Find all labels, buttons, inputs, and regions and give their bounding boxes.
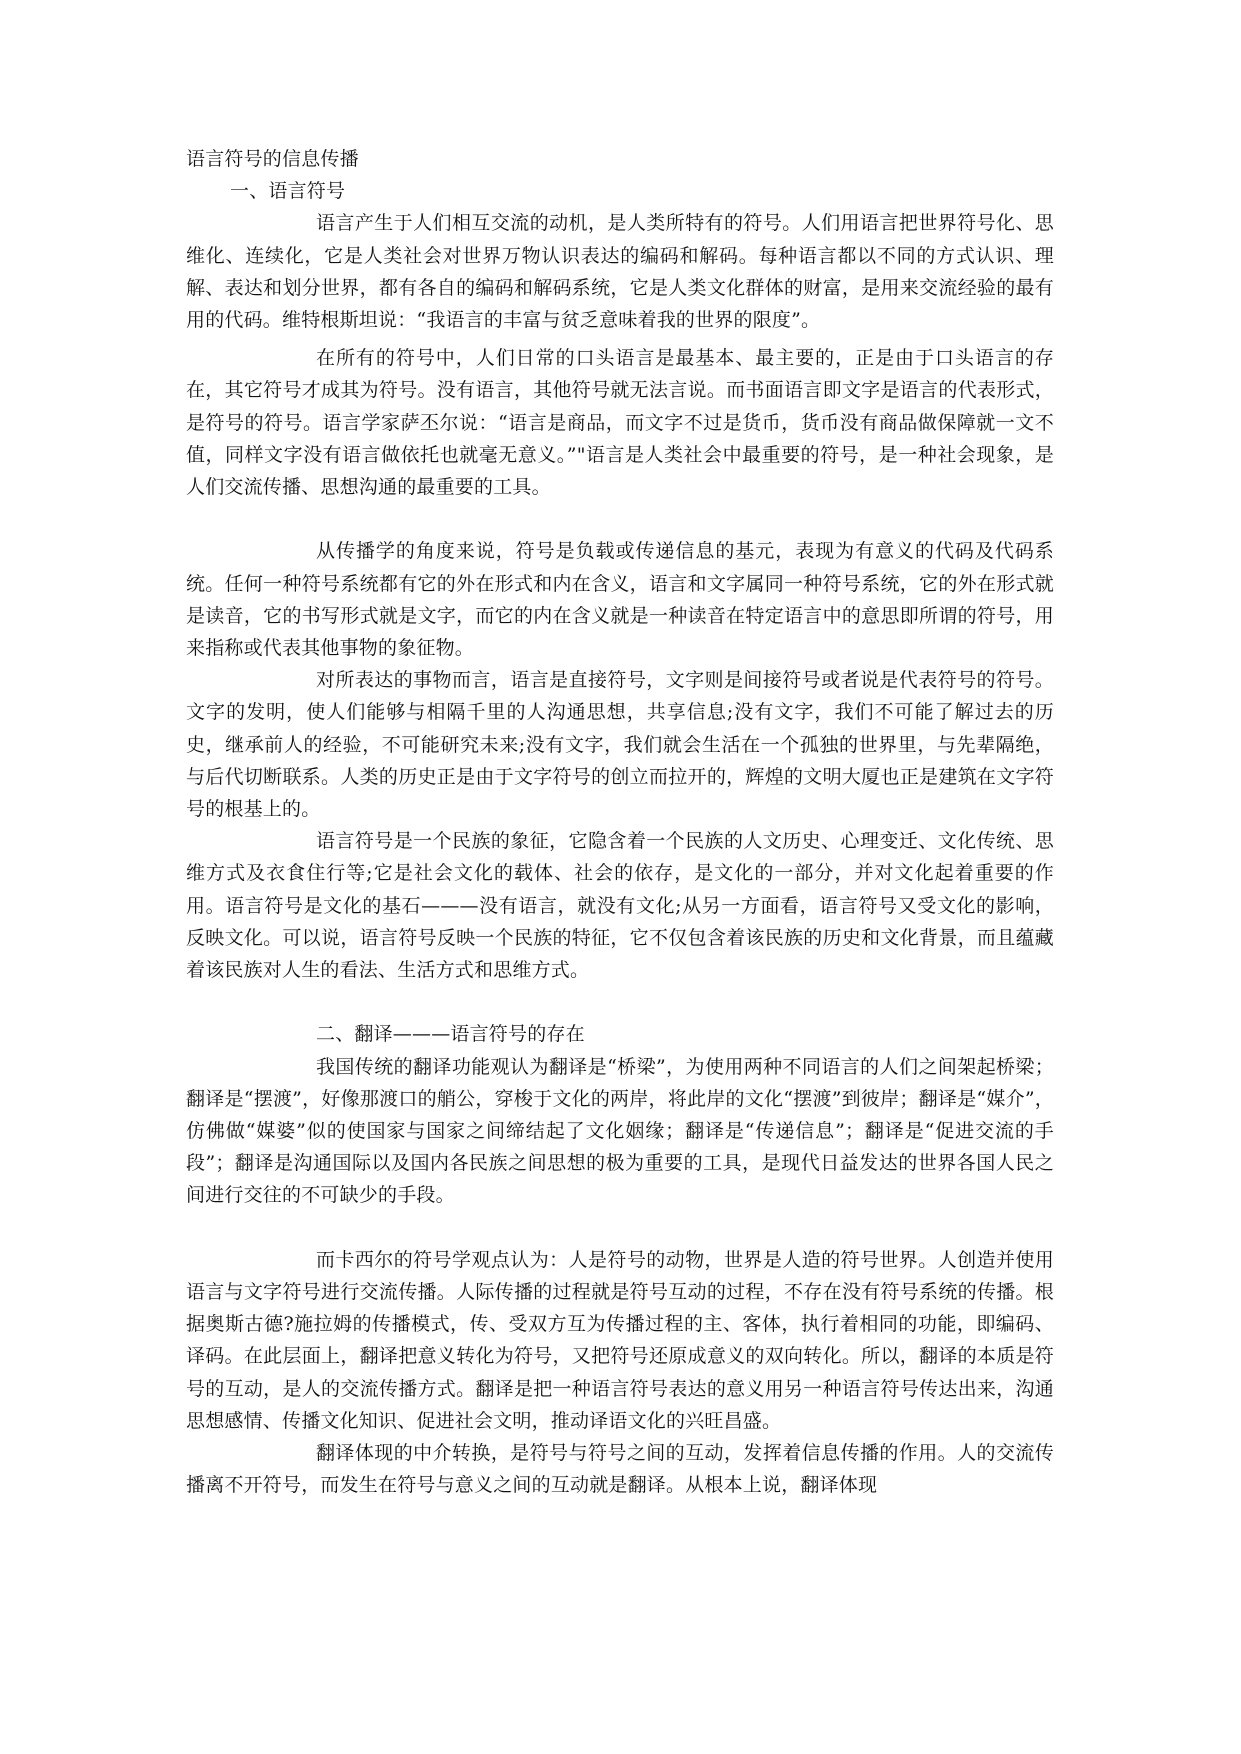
- paragraph: 我国传统的翻译功能观认为翻译是“桥梁”，为使用两种不同语言的人们之间架起桥梁；翻译是“摆渡”，好像那渡口的艄公，穿梭于文化的两岸，将此岸的文化“摆渡”到彼岸；翻译是“媒介”，仿佛做“媒婆”似的使国家与国家之间缔结起了文化姻缘；翻译是“传递信息”；翻译是“促进交流的手段”；翻译是沟通国际以及国内各民族之间思想的极为重要的工具，是现代日益发达的世界各国人民之间进行交往的不可缺少的手段。: [186, 1055, 1054, 1207]
- section-heading-2: 二、翻译———语言符号的存在: [316, 1023, 585, 1046]
- paragraph: 对所表达的事物而言，语言是直接符号，文字则是间接符号或者说是代表符号的符号。文字的发明，使人们能够与相隔千里的人沟通思想，共享信息;没有文字，我们不可能了解过去的历史，继承前人的经验，不可能研究未来;没有文字，我们就会生活在一个孤独的世界里，与先辈隔绝，与后代切断联系。人类的历史正是由于文字符号的创立而拉开的，辉煌的文明大厦也正是建筑在文字符号的根基上的。: [186, 669, 1054, 821]
- paragraph: 从传播学的角度来说，符号是负载或传递信息的基元，表现为有意义的代码及代码系统。任何一种符号系统都有它的外在形式和内在含义，语言和文字属同一种符号系统，它的外在形式就是读音，它的书写形式就是文字，而它的内在含义就是一种读音在特定语言中的意思即所谓的符号，用来指称或代表其他事物的象征物。: [186, 540, 1054, 660]
- paragraph: 语言产生于人们相互交流的动机，是人类所特有的符号。人们用语言把世界符号化、思维化、连续化，它是人类社会对世界万物认识表达的编码和解码。每种语言都以不同的方式认识、理解、表达和划分世界，都有各自的编码和解码系统，它是人类文化群体的财富，是用来交流经验的最有用的代码。维特根斯坦说：“我语言的丰富与贫乏意味着我的世界的限度”。: [186, 212, 1054, 332]
- paragraph: 翻译体现的中介转换，是符号与符号之间的互动，发挥着信息传播的作用。人的交流传播离不开符号，而发生在符号与意义之间的互动就是翻译。从根本上说，翻译体现: [186, 1442, 1054, 1497]
- paragraph: 语言符号是一个民族的象征，它隐含着一个民族的人文历史、心理变迁、文化传统、思维方式及衣食住行等;它是社会文化的载体、社会的依存，是文化的一部分，并对文化起着重要的作用。语言符号是文化的基石———没有语言，就没有文化;从另一方面看，语言符号又受文化的影响，反映文化。可以说，语言符号反映一个民族的特征，它不仅包含着该民族的历史和文化背景，而且蕴藏着该民族对人生的看法、生活方式和思维方式。: [186, 830, 1054, 982]
- paragraph: 在所有的符号中，人们日常的口头语言是最基本、最主要的，正是由于口头语言的存在，其它符号才成其为符号。没有语言，其他符号就无法言说。而书面语言即文字是语言的代表形式，是符号的符号。语言学家萨丕尔说：“语言是商品，而文字不过是货币，货币没有商品做保障就一文不值，同样文字没有语言做依托也就毫无意义。”"语言是人类社会中最重要的符号，是一种社会现象，是人们交流传播、思想沟通的最重要的工具。: [186, 347, 1054, 499]
- paragraph: 而卡西尔的符号学观点认为：人是符号的动物，世界是人造的符号世界。人创造并使用语言与文字符号进行交流传播。人际传播的过程就是符号互动的过程，不存在没有符号系统的传播。根据奥斯古德?施拉姆的传播模式，传、受双方互为传播过程的主、客体，执行着相同的功能，即编码、译码。在此层面上，翻译把意义转化为符号，又把符号还原成意义的双向转化。所以，翻译的本质是符号的互动，是人的交流传播方式。翻译是把一种语言符号表达的意义用另一种语言符号传达出来，沟通思想感情、传播文化知识、促进社会文明，推动译语文化的兴旺昌盛。: [186, 1248, 1054, 1432]
- section-heading-1: 一、语言符号: [230, 180, 346, 203]
- document-title: 语言符号的信息传播: [186, 148, 359, 170]
- document-page: [186, 143, 1054, 1501]
